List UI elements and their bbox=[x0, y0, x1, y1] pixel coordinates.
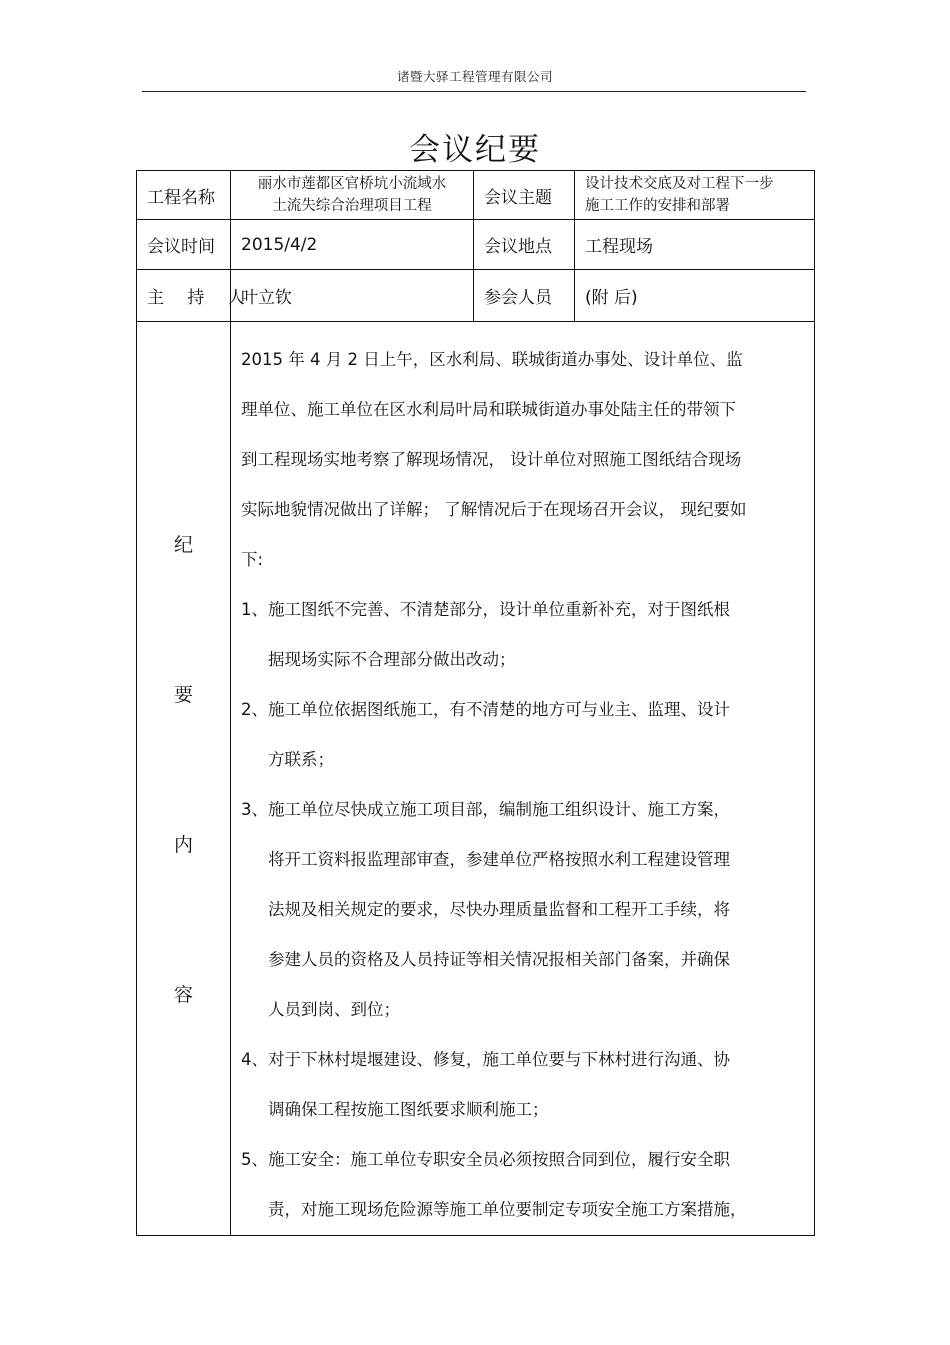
topic-line-2: 施工工作的安排和部署 bbox=[585, 198, 730, 214]
host-value: 叶立钦 bbox=[231, 270, 474, 322]
minutes-line: 5、施工安全：施工单位专职安全员必须按照合同到位，履行安全职 bbox=[241, 1150, 730, 1169]
place-label: 会议地点 bbox=[474, 220, 575, 270]
minutes-line: 据现场实际不合理部分做出改动； bbox=[268, 650, 516, 669]
document-title: 会议纪要 bbox=[409, 132, 541, 168]
place-value: 工程现场 bbox=[575, 220, 815, 270]
side-label-char: 容 bbox=[173, 984, 193, 1006]
minutes-line: 3、施工单位尽快成立施工项目部，编制施工组织设计、施工方案， bbox=[241, 800, 730, 819]
minutes-line: 实际地貌情况做出了详解； 了解情况后于在现场召开会议， 现纪要如 bbox=[241, 500, 747, 519]
minutes-side-label bbox=[137, 322, 231, 1236]
minutes-line: 调确保工程按施工图纸要求顺利施工； bbox=[268, 1100, 549, 1119]
project-name-value bbox=[231, 171, 474, 220]
meeting-minutes-table bbox=[136, 170, 815, 1236]
minutes-content bbox=[231, 322, 815, 1236]
side-label-char: 要 bbox=[173, 684, 193, 706]
time-value: 2015/4/2 bbox=[231, 220, 474, 270]
topic-value bbox=[575, 171, 815, 220]
row-time-place bbox=[137, 220, 815, 270]
row-host-attendees bbox=[137, 270, 815, 322]
topic-label: 会议主题 bbox=[474, 171, 575, 220]
row-project bbox=[137, 171, 815, 220]
minutes-line: 下: bbox=[241, 550, 264, 569]
company-header: 诸暨大驿工程管理有限公司 bbox=[396, 69, 553, 84]
project-name-line-2: 土流失综合治理项目工程 bbox=[272, 198, 432, 214]
attendees-value: (附 后) bbox=[575, 270, 815, 322]
minutes-line: 方联系； bbox=[268, 750, 334, 769]
topic-line-1: 设计技术交底及对工程下一步 bbox=[585, 176, 774, 192]
minutes-line: 将开工资料报监理部审查，参建单位严格按照水利工程建设管理 bbox=[268, 850, 730, 869]
minutes-line: 4、对于下林村堤堰建设、修复，施工单位要与下林村进行沟通、协 bbox=[241, 1050, 730, 1069]
header-divider bbox=[142, 91, 806, 92]
minutes-line: 理单位、施工单位在区水利局叶局和联城街道办事处陆主任的带领下 bbox=[241, 400, 736, 419]
minutes-line: 责，对施工现场危险源等施工单位要制定专项安全施工方案措施， bbox=[268, 1200, 747, 1219]
minutes-line: 1、施工图纸不完善、不清楚部分，设计单位重新补充，对于图纸根 bbox=[241, 600, 730, 619]
side-label-char: 纪 bbox=[173, 534, 193, 556]
minutes-line: 参建人员的资格及人员持证等相关情况报相关部门备案，并确保 bbox=[268, 950, 730, 969]
minutes-line: 2015 年 4 月 2 日上午，区水利局、联城街道办事处、设计单位、监 bbox=[241, 350, 743, 369]
minutes-line: 2、施工单位依据图纸施工，有不清楚的地方可与业主、监理、设计 bbox=[241, 700, 730, 719]
attendees-label: 参会人员 bbox=[474, 270, 575, 322]
project-name-line-1: 丽水市莲都区官桥坑小流域水 bbox=[257, 176, 447, 192]
host-label: 主 持 人 bbox=[137, 270, 231, 322]
minutes-line: 到工程现场实地考察了解现场情况， 设计单位对照施工图纸结合现场 bbox=[241, 450, 742, 469]
project-name-label: 工程名称 bbox=[137, 171, 231, 220]
row-minutes-content bbox=[137, 322, 815, 1236]
time-label: 会议时间 bbox=[137, 220, 231, 270]
minutes-line: 人员到岗、到位； bbox=[268, 1000, 400, 1019]
side-label-char: 内 bbox=[173, 834, 193, 856]
minutes-line: 法规及相关规定的要求，尽快办理质量监督和工程开工手续，将 bbox=[268, 900, 730, 919]
